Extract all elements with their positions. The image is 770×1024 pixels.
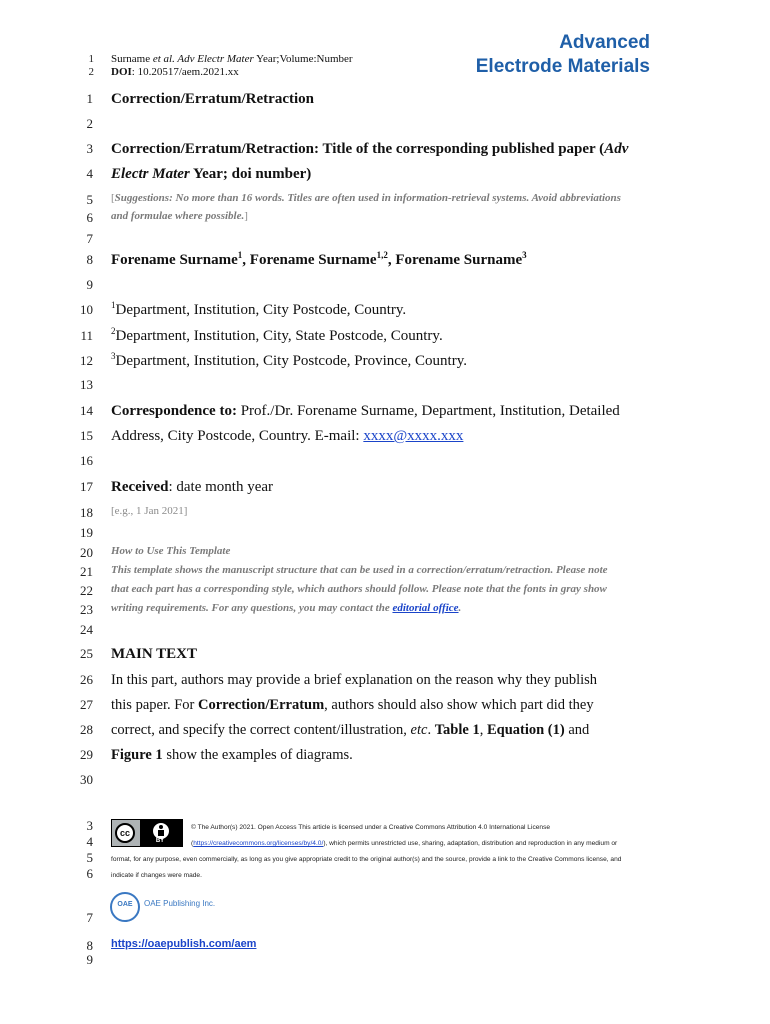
doi-label: DOI [111, 66, 132, 78]
affiliation: $^1$Department, Institution, City Postcode, Country. [111, 300, 407, 318]
correspondence-label: Correspondence to: [111, 403, 237, 419]
line-number: 14 [80, 403, 93, 418]
line-number: 26 [80, 672, 93, 687]
line-number: 9 [86, 952, 93, 967]
line-number: 15 [80, 428, 93, 443]
line-number: 2 [88, 66, 94, 78]
license-line: indicate if changes were made. [111, 872, 202, 879]
line-number: 27 [80, 697, 93, 712]
line-number: 6 [86, 210, 93, 225]
author-affiliation-sup: 3 [522, 250, 527, 260]
cc-license-link[interactable]: https://creativecommons.org/licenses/by/4.0/ [193, 840, 324, 847]
affiliation: $^2$Department, Institution, City, State Postcode, Country. [111, 326, 443, 344]
main-text-line: Figure 1 show the examples of diagrams. [111, 747, 353, 763]
line-number: 8 [86, 938, 93, 953]
line-number: 21 [80, 564, 93, 579]
line-number: 24 [80, 622, 93, 637]
correspondence-line2: Address, City Postcode, Country. E-mail: xxxx@xxxx.xxx [111, 428, 464, 444]
line-number: 29 [80, 747, 93, 762]
header-journal-abbrev: et al. Adv Electr Mater [152, 53, 254, 65]
publisher-name: OAE Publishing Inc. [144, 899, 216, 908]
article-type-heading: Correction/Erratum/Retraction [111, 91, 314, 107]
line-number: 18 [80, 505, 93, 520]
affiliation: $^3$Department, Institution, City Postcode, Province, Country. [111, 351, 467, 369]
by-label: BY [155, 838, 165, 844]
header-authors: Surname [111, 53, 153, 65]
header-volume: Year;Volume:Number [253, 53, 353, 65]
main-text-line: this paper. For Correction/Erratum, authors should also show which part did they [111, 697, 594, 713]
license-line: (https://creativecommons.org/licenses/by/4.0/), which permits unrestricted use, sharing, adaptation, distribution and reproduction in any medium or [191, 840, 618, 847]
template-note-line: that each part has a corresponding style, which authors should follow. Please note that the fonts in gray show [111, 583, 607, 595]
line-number: 1 [86, 91, 93, 106]
journal-title-line1: Advanced [559, 32, 650, 53]
license-line: © The Author(s) 2021. Open Access This article is licensed under a Creative Commons Attribution 4.0 International License [191, 824, 551, 831]
received-example: [e.g., 1 Jan 2021] [111, 505, 188, 517]
oae-publishing-logo-icon: OAE [110, 892, 140, 922]
line-number: 23 [80, 602, 93, 617]
journal-url-link[interactable]: https://oaepublish.com/aem [111, 938, 257, 950]
journal-title [476, 31, 650, 79]
line-number: 25 [80, 646, 93, 661]
license-text [111, 820, 659, 884]
line-number: 17 [80, 479, 93, 494]
received-date: Received: date month year [111, 479, 274, 495]
line-number: 9 [86, 277, 93, 292]
author: Forename Surname [111, 252, 238, 268]
main-text-line: correct, and specify the correct content/illustration, etc. Table 1, Equation (1) and [111, 722, 590, 738]
author: Forename Surname [395, 252, 523, 268]
line-number: 13 [80, 377, 93, 392]
line-number: 10 [80, 302, 93, 317]
editorial-office-link[interactable]: editorial office [392, 602, 459, 614]
article-title-line1: Correction/Erratum/Retraction: Title of the corresponding published paper (Adv [111, 141, 629, 157]
line-number: 2 [86, 116, 93, 131]
line-number: 30 [80, 772, 93, 787]
line-number: 16 [80, 453, 93, 468]
doi-value: : 10.20517/aem.2021.xx [131, 66, 239, 78]
running-header [111, 53, 353, 79]
line-number: 4 [86, 166, 93, 181]
line-number: 12 [80, 353, 93, 368]
line-number: 7 [86, 231, 93, 246]
license-line: format, for any purpose, even commercially, as long as you give appropriate credit to the original author(s) and the source, provide a link to the Creative Commons license, and [111, 856, 622, 863]
author-affiliation-sup: 1,2 [376, 250, 388, 260]
line-number: 11 [80, 328, 93, 343]
line-number: 1 [88, 53, 94, 65]
line-number: 3 [86, 818, 93, 833]
template-note-heading: How to Use This Template [111, 545, 231, 557]
template-note-line: writing requirements. For any questions, you may contact the editorial office. [111, 602, 462, 614]
line-number: 22 [80, 583, 93, 598]
author-affiliation-sup: 1 [237, 250, 243, 260]
title-suggestion-line2: and formulae where possible.] [111, 210, 248, 222]
line-number: 28 [80, 722, 93, 737]
author: Forename Surname [249, 252, 377, 268]
line-number: 6 [86, 866, 93, 881]
received-label: Received [111, 479, 169, 495]
author-list: Forename Surname$^1$, Forename Surname$^{1,2}$, Forename Surname$^3$ [111, 250, 527, 268]
line-number: 5 [86, 192, 93, 207]
line-number: 20 [80, 545, 93, 560]
main-text-line: In this part, authors may provide a brief explanation on the reason why they publish [111, 672, 598, 688]
template-note-line: This template shows the manuscript structure that can be used in a correction/erratum/retraction. Please note [111, 564, 608, 576]
line-number: 8 [86, 252, 93, 267]
line-number: 5 [86, 850, 93, 865]
cc-icon: cc [115, 823, 135, 843]
correspondence-line1: Correspondence to: Prof./Dr. Forename Surname, Department, Institution, Detailed [111, 403, 620, 419]
line-number: 3 [86, 141, 93, 156]
line-number: 19 [80, 525, 93, 540]
title-suggestion-line1: [Suggestions: No more than 16 words. Titles are often used in information-retrieval systems. Avoid abbreviations [111, 192, 621, 204]
line-number: 7 [86, 910, 93, 925]
journal-title-line2: Electrode Materials [475, 56, 650, 77]
article-title-line2: Electr Mater Year; doi number) [111, 166, 312, 182]
correspondence-email-link[interactable]: xxxx@xxxx.xxx [363, 428, 464, 444]
line-number: 4 [86, 834, 93, 849]
main-text-heading: MAIN TEXT [111, 646, 197, 662]
